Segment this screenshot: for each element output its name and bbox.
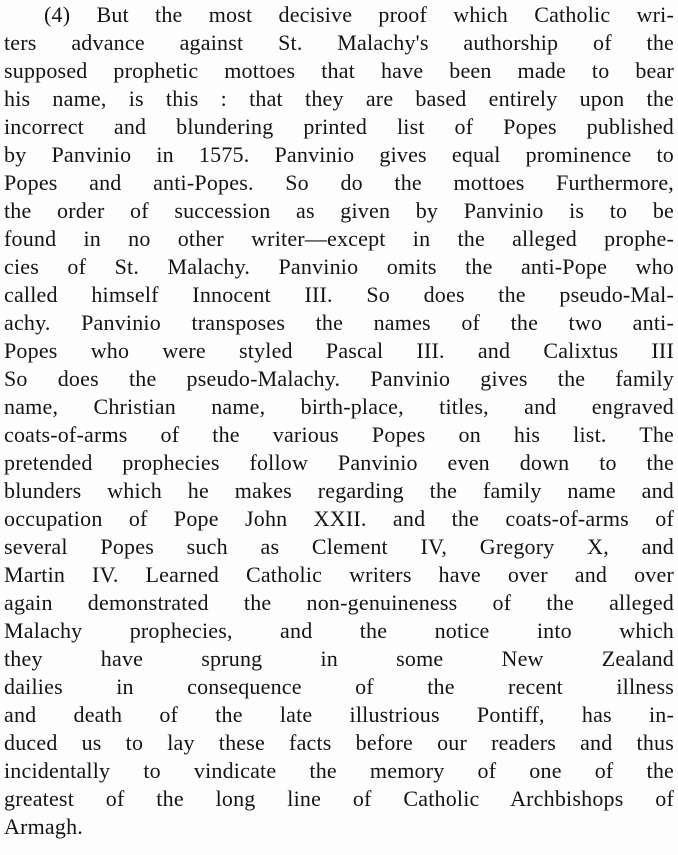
text-line: blunders which he makes regarding the family name and: [4, 478, 674, 503]
text-line: incidentally to vindicate the memory of one of the: [4, 758, 674, 783]
text-line: (4) But the most decisive proof which Catholic wri-: [44, 2, 674, 27]
text-line: again demonstrated the non-genuineness of the alleged: [4, 590, 674, 615]
text-line: Martin IV. Learned Catholic writers have over and over: [4, 562, 674, 587]
text-line: Armagh.: [4, 814, 83, 839]
text-line: name, Christian name, birth-place, titles, and engraved: [4, 394, 674, 419]
text-line: Malachy prophecies, and the notice into which: [4, 618, 674, 643]
text-line: called himself Innocent III. So does the pseudo-Mal-: [4, 282, 674, 307]
text-line: they have sprung in some New Zealand: [4, 646, 674, 671]
text-line: Popes who were styled Pascal III. and Calixtus III: [4, 338, 674, 363]
text-line: dailies in consequence of the recent illness: [4, 674, 674, 699]
text-line: greatest of the long line of Catholic Archbishops of: [4, 786, 674, 811]
text-line: and death of the late illustrious Pontiff, has in-: [4, 702, 674, 727]
text-line: achy. Panvinio transposes the names of the two anti-: [4, 310, 674, 335]
text-line: cies of St. Malachy. Panvinio omits the anti-Pope who: [4, 254, 674, 279]
text-line: duced us to lay these facts before our readers and thus: [4, 730, 674, 755]
text-line: Popes and anti-Popes. So do the mottoes Furthermore,: [4, 170, 674, 195]
text-line: coats-of-arms of the various Popes on his list. The: [4, 422, 674, 447]
text-line: occupation of Pope John XXII. and the coats-of-arms of: [4, 506, 674, 531]
text-line: ters advance against St. Malachy's authorship of the: [4, 30, 674, 55]
text-line: several Popes such as Clement IV, Gregory X, and: [4, 534, 674, 559]
text-line: So does the pseudo-Malachy. Panvinio gives the family: [4, 366, 674, 391]
text-line: the order of succession as given by Panvinio is to be: [4, 198, 674, 223]
text-line: supposed prophetic mottoes that have been made to bear: [4, 58, 674, 83]
text-line: pretended prophecies follow Panvinio even down to the: [4, 450, 674, 475]
text-line: by Panvinio in 1575. Panvinio gives equal prominence to: [4, 142, 674, 167]
text-line: incorrect and blundering printed list of Popes published: [4, 114, 674, 139]
text-line: his name, is this : that they are based entirely upon the: [4, 86, 674, 111]
text-line: found in no other writer—except in the alleged prophe-: [4, 226, 674, 251]
